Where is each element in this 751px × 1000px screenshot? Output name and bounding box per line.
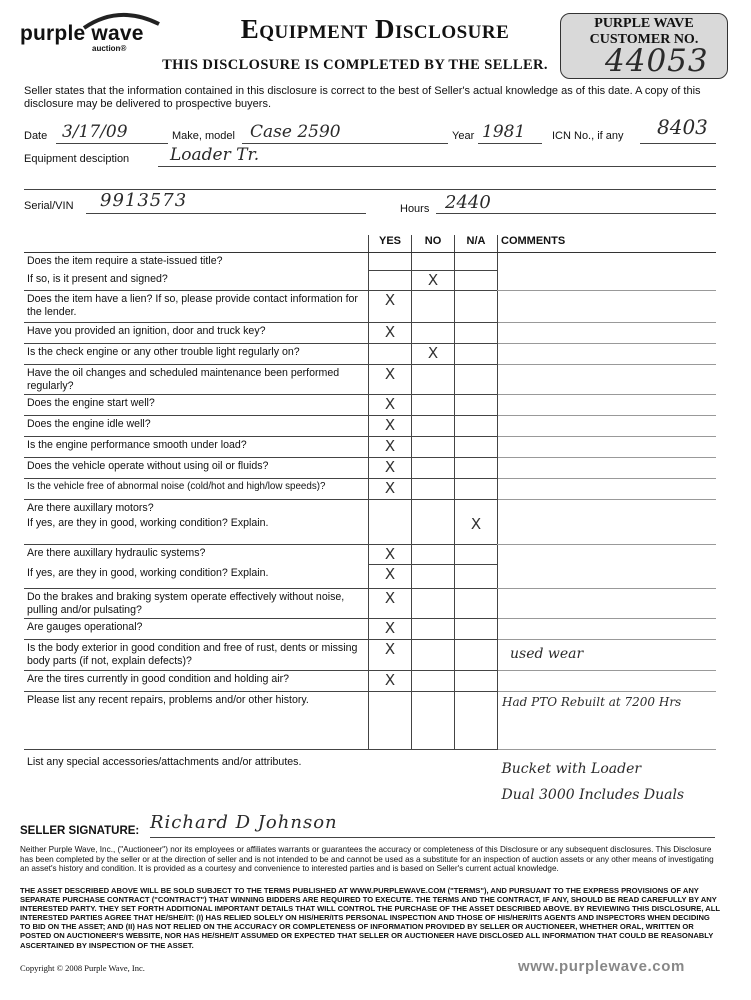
company-logo-subtext: auction®: [92, 44, 127, 53]
table-row: Are the tires currently in good condition and holding air? X: [24, 671, 716, 692]
accessories-comment-line-1: Bucket with Loader: [501, 761, 642, 777]
yes-cell[interactable]: X: [369, 437, 412, 458]
accessories-comment-line-2: Dual 3000 Includes Duals: [501, 787, 685, 803]
table-row: If yes, are they in good, working condition? Explain. X: [24, 565, 716, 589]
yes-cell[interactable]: X: [369, 479, 412, 500]
na-cell[interactable]: [455, 545, 498, 565]
yes-cell[interactable]: X: [369, 365, 412, 395]
date-value[interactable]: 3/17/09: [62, 122, 128, 142]
no-cell[interactable]: [412, 365, 455, 395]
na-cell[interactable]: [455, 323, 498, 344]
customer-box-label-2: CUSTOMER NO.: [589, 32, 699, 47]
comment-cell[interactable]: [498, 458, 717, 479]
na-cell[interactable]: [455, 619, 498, 640]
na-cell[interactable]: [455, 271, 498, 291]
na-cell[interactable]: [455, 437, 498, 458]
yes-cell[interactable]: X: [369, 323, 412, 344]
col-header-yes: YES: [369, 235, 412, 253]
comment-cell[interactable]: [498, 365, 717, 395]
yes-cell[interactable]: X: [369, 640, 412, 671]
yes-cell[interactable]: X: [369, 565, 412, 589]
na-cell[interactable]: [455, 692, 498, 750]
na-cell[interactable]: [455, 395, 498, 416]
yes-cell[interactable]: [369, 515, 412, 545]
comment-cell[interactable]: Had PTO Rebuilt at 7200 Hrs: [498, 692, 717, 750]
year-label: Year: [452, 130, 475, 142]
serial-vin-label: Serial/VIN: [24, 200, 74, 212]
no-cell[interactable]: [412, 437, 455, 458]
no-cell[interactable]: [412, 479, 455, 500]
na-cell[interactable]: [455, 589, 498, 619]
table-row: Is the body exterior in good condition and free of rust, dents or missing body parts (if not, explain defects)? X used wear: [24, 640, 716, 671]
comment-cell[interactable]: [498, 500, 717, 545]
table-row: List any special accessories/attachments and/or attributes. Bucket with Loader Dual 3000 Includes Duals: [24, 750, 716, 812]
no-cell[interactable]: X: [412, 271, 455, 291]
comment-cell[interactable]: [498, 619, 717, 640]
na-cell[interactable]: [455, 479, 498, 500]
no-cell[interactable]: [412, 589, 455, 619]
intro-statement: Seller states that the information contained in this disclosure is correct to the best of Seller's actual knowledge as of this date. A copy of this disclosure may be delivered to prospective buyers.: [24, 85, 701, 110]
comment-cell[interactable]: used wear: [498, 640, 717, 671]
comment-cell[interactable]: [498, 437, 717, 458]
no-cell[interactable]: [412, 692, 455, 750]
na-cell[interactable]: [455, 253, 498, 271]
table-row: Please list any recent repairs, problems and/or other history. Had PTO Rebuilt at 7200 Hrs: [24, 692, 716, 750]
col-header-no: NO: [412, 235, 455, 253]
table-row: Does the engine start well? X: [24, 395, 716, 416]
na-cell[interactable]: X: [455, 515, 498, 545]
hours-underline: [436, 213, 716, 214]
year-underline: [478, 143, 542, 144]
comment-cell[interactable]: [498, 750, 717, 812]
yes-cell[interactable]: X: [369, 416, 412, 437]
col-header-comments: COMMENTS: [498, 235, 717, 253]
yes-cell[interactable]: [369, 344, 412, 365]
year-value[interactable]: 1981: [482, 122, 526, 142]
no-cell[interactable]: [412, 640, 455, 671]
company-logo-text: purple wave: [20, 22, 144, 45]
no-cell[interactable]: [412, 619, 455, 640]
comment-cell[interactable]: [498, 416, 717, 437]
icn-label: ICN No., if any: [552, 130, 624, 142]
comment-cell[interactable]: [498, 671, 717, 692]
page-title: Equipment Disclosure: [240, 14, 510, 44]
table-row: Is the vehicle free of abnormal noise (cold/hot and high/low speeds)? X: [24, 479, 716, 500]
yes-cell[interactable]: X: [369, 671, 412, 692]
icn-underline: [640, 143, 716, 144]
na-cell[interactable]: [455, 565, 498, 589]
table-row: Have the oil changes and scheduled maintenance been performed regularly? X: [24, 365, 716, 395]
no-cell[interactable]: [412, 395, 455, 416]
signature-underline: [150, 837, 715, 838]
no-cell[interactable]: [412, 565, 455, 589]
no-cell[interactable]: [412, 515, 455, 545]
na-cell[interactable]: [455, 416, 498, 437]
make-model-label: Make, model: [172, 130, 235, 142]
table-row: Does the engine idle well? X: [24, 416, 716, 437]
seller-signature-label: SELLER SIGNATURE:: [20, 825, 140, 837]
hours-value[interactable]: 2440: [445, 192, 491, 213]
yes-cell[interactable]: [369, 692, 412, 750]
customer-number-value: 44053: [605, 43, 709, 79]
no-cell[interactable]: [412, 253, 455, 271]
table-row: Have you provided an ignition, door and truck key? X: [24, 323, 716, 344]
no-cell[interactable]: [412, 416, 455, 437]
date-underline: [56, 143, 168, 144]
equipment-description-value[interactable]: Loader Tr.: [170, 145, 260, 165]
comment-cell[interactable]: [498, 323, 717, 344]
icn-value[interactable]: 8403: [657, 115, 708, 139]
comment-cell[interactable]: [498, 589, 717, 619]
table-row: Does the item require a state-issued title?: [24, 253, 716, 271]
table-row: Are there auxillary motors?: [24, 500, 716, 515]
page-subtitle: THIS DISCLOSURE IS COMPLETED BY THE SELLER.: [162, 57, 548, 73]
table-row: If yes, are they in good, working condition? Explain. X: [24, 515, 716, 545]
yes-cell[interactable]: X: [369, 395, 412, 416]
comment-cell[interactable]: [498, 479, 717, 500]
comment-cell[interactable]: [498, 395, 717, 416]
yes-cell[interactable]: X: [369, 589, 412, 619]
yes-cell[interactable]: X: [369, 545, 412, 565]
comment-cell[interactable]: [498, 344, 717, 365]
table-row: Is the engine performance smooth under load? X: [24, 437, 716, 458]
no-cell[interactable]: [412, 458, 455, 479]
no-cell[interactable]: [412, 500, 455, 515]
yes-cell[interactable]: X: [369, 619, 412, 640]
na-cell[interactable]: [455, 640, 498, 671]
comment-cell[interactable]: [498, 545, 717, 589]
na-cell[interactable]: [455, 500, 498, 515]
terms-text: THE ASSET DESCRIBED ABOVE WILL BE SOLD SUBJECT TO THE TERMS PUBLISHED AT WWW.PURPLEWAVE.COM ("TERMS"), AND PURSUANT TO THE EXPRESS PROVISIONS OF ANY SEPARATE PURCHASE CONTRACT ("CONTRACT") THAT WINNING BIDDERS ARE REQUIRED TO EXECUTE. THE TERMS AND THE CONTRACT, IF ANY, SHOULD BE READ CAREFULLY BY ANY INTERESTED PARTY. THEY SET FORTH ADDITIONAL IMPORTANT DETAILS THAT WILL CONTROL THE PURCHASE OF THE ASSET DESCRIBED ABOVE. BY REVIEWING THIS DISCLOSURE, ALL INTERESTED PARTIES AGREE THAT HE/SHE/IT: (I) HAS RELIED SOLELY ON HIS/HER/ITS PERSONAL INSPECTION AND THOSE OF HIS/HER/ITS AGENTS AND INSPECTORS WHEN DECIDING TO BID ON THE ASSET; AND (II) HAS NOT RELIED ON THE ACCURACY OR COMPLETENESS OF INFORMATION PROVIDED BY SELLER OR AUCTIONEER, WHETHER ORAL, WRITTEN OR POSTED ON AUCTIONEER'S WEBSITE, NOR HAS HE/SHE/IT ASSUMED OR EXPECTED THAT SELLER OR AUCTIONEER HAVE DISCLOSED ALL INFORMATION THAT COULD BE REASONABLY ASCERTAINED BY INSPECTION OF THE ASSET.: [20, 886, 720, 950]
table-row: Are gauges operational? X: [24, 619, 716, 640]
customer-box-label-1: PURPLE WAVE: [594, 16, 694, 31]
table-row: Is the check engine or any other trouble light regularly on? X: [24, 344, 716, 365]
date-label: Date: [24, 130, 48, 142]
make-model-underline: [242, 143, 448, 144]
comment-cell[interactable]: [498, 253, 717, 291]
na-cell[interactable]: [455, 671, 498, 692]
yes-cell[interactable]: X: [369, 291, 412, 323]
na-cell[interactable]: [455, 365, 498, 395]
hours-label: Hours: [400, 203, 430, 215]
na-cell[interactable]: [455, 291, 498, 323]
equipment-description-underline: [158, 166, 716, 167]
seller-signature[interactable]: Richard D Johnson: [150, 812, 338, 833]
na-cell[interactable]: [455, 344, 498, 365]
no-cell[interactable]: [412, 545, 455, 565]
table-row: Does the vehicle operate without using oil or fluids? X: [24, 458, 716, 479]
copyright: Copyright © 2008 Purple Wave, Inc.: [20, 963, 145, 973]
col-header-na: N/A: [455, 235, 498, 253]
no-cell[interactable]: X: [412, 344, 455, 365]
serial-vin-value[interactable]: 9913573: [100, 190, 188, 211]
table-row: Do the brakes and braking system operate effectively without noise, pulling and/or pulsating? X: [24, 589, 716, 619]
equipment-description-label: Equipment desciption: [24, 153, 130, 165]
disclosure-questions-table: [24, 235, 716, 812]
na-cell[interactable]: [455, 458, 498, 479]
serial-vin-underline: [86, 213, 366, 214]
yes-cell[interactable]: [369, 253, 412, 271]
yes-cell[interactable]: X: [369, 458, 412, 479]
table-row: Are there auxillary hydraulic systems? X: [24, 545, 716, 565]
yes-cell[interactable]: [369, 500, 412, 515]
table-row: Does the item have a lien? If so, please provide contact information for the lender. X: [24, 291, 716, 323]
website-url: www.purplewave.com: [518, 958, 685, 975]
no-cell[interactable]: [412, 291, 455, 323]
no-cell[interactable]: [412, 671, 455, 692]
no-cell[interactable]: [412, 323, 455, 344]
table-row: If so, is it present and signed? X: [24, 271, 716, 291]
disclaimer-text: Neither Purple Wave, Inc., ("Auctioneer") nor its employees or affiliates warrants or guarantees the accuracy or completeness of this Disclosure or any subsequent disclosures. This Disclosure has been completed by the seller or at the direction of seller and is not intended to be and cannot be used as a substitute for an inspection of auction assets or any other means of investigating an asset's history and condition. It is provided as a courtesy and convenience to interested parties and is based on Seller's current actual knowledge.: [20, 845, 714, 874]
yes-cell[interactable]: [369, 271, 412, 291]
comment-cell[interactable]: [498, 291, 717, 323]
make-model-value[interactable]: Case 2590: [250, 122, 341, 142]
